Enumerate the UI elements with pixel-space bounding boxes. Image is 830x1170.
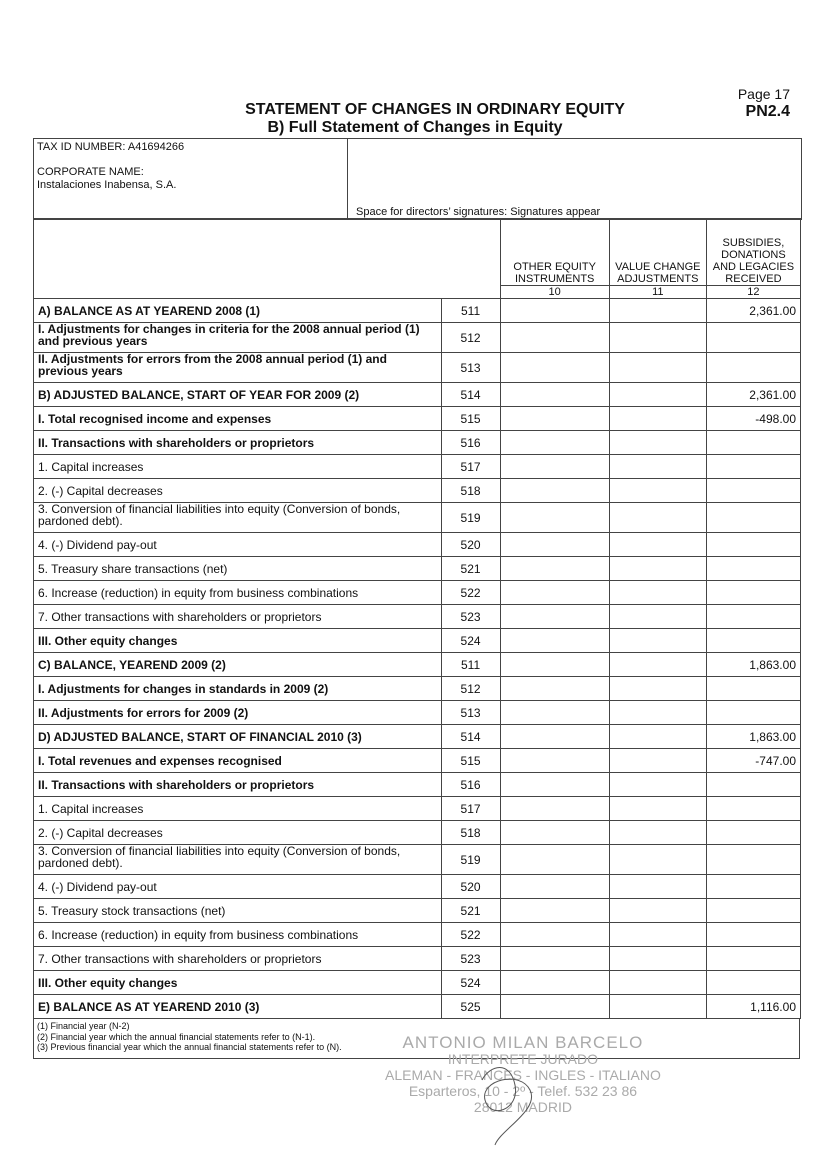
table-row [34, 479, 801, 503]
cell-value-change [609, 479, 706, 503]
table-row [34, 353, 801, 383]
row-code: 519 [441, 845, 500, 875]
row-label: E) BALANCE AS AT YEAREND 2010 (3) [34, 995, 442, 1019]
row-code: 516 [441, 773, 500, 797]
cell-other-equity [500, 971, 609, 995]
cell-subsidies [706, 821, 800, 845]
table-row [34, 947, 801, 971]
table-row [34, 899, 801, 923]
cell-value-change [609, 845, 706, 875]
cell-value-change [609, 899, 706, 923]
cell-other-equity [500, 701, 609, 725]
cell-other-equity [500, 455, 609, 479]
cell-subsidies [706, 629, 800, 653]
cell-value-change [609, 677, 706, 701]
form-code: PN2.4 [745, 103, 790, 120]
corporate-name: Instalaciones Inabensa, S.A. [37, 179, 177, 191]
footnote: (3) Previous financial year which the annual financial statements refer to (N). [37, 1042, 342, 1052]
cell-other-equity [500, 383, 609, 407]
cell-subsidies [706, 773, 800, 797]
row-label: I. Total recognised income and expenses [34, 407, 442, 431]
row-label: III. Other equity changes [34, 629, 442, 653]
cell-subsidies: 1,116.00 [706, 995, 800, 1019]
cell-value-change [609, 299, 706, 323]
cell-subsidies [706, 455, 800, 479]
cell-value-change [609, 605, 706, 629]
cell-subsidies [706, 701, 800, 725]
row-code: 520 [441, 875, 500, 899]
cell-subsidies [706, 875, 800, 899]
cell-value-change [609, 875, 706, 899]
row-label: C) BALANCE, YEAREND 2009 (2) [34, 653, 442, 677]
row-code: 520 [441, 533, 500, 557]
row-code: 512 [441, 323, 500, 353]
row-label: II. Adjustments for errors from the 2008 annual period (1) and previous years [34, 353, 442, 383]
row-code: 517 [441, 797, 500, 821]
cell-subsidies: 2,361.00 [706, 383, 800, 407]
cell-value-change [609, 947, 706, 971]
cell-other-equity [500, 431, 609, 455]
row-label: 3. Conversion of financial liabilities into equity (Conversion of bonds, pardoned debt). [34, 503, 442, 533]
cell-subsidies [706, 533, 800, 557]
row-code: 521 [441, 899, 500, 923]
cell-other-equity [500, 899, 609, 923]
signature-scribble-icon [470, 1060, 550, 1150]
row-label: 7. Other transactions with shareholders or proprietors [34, 605, 442, 629]
cell-value-change [609, 455, 706, 479]
cell-subsidies: 1,863.00 [706, 725, 800, 749]
table-row [34, 383, 801, 407]
table-row [34, 533, 801, 557]
cell-value-change [609, 323, 706, 353]
row-code: 524 [441, 629, 500, 653]
cell-subsidies [706, 431, 800, 455]
cell-subsidies: 2,361.00 [706, 299, 800, 323]
row-label: 2. (-) Capital decreases [34, 479, 442, 503]
row-code: 514 [441, 725, 500, 749]
table-row [34, 971, 801, 995]
cell-other-equity [500, 323, 609, 353]
table-row [34, 557, 801, 581]
tax-id: TAX ID NUMBER: A41694266 [37, 141, 185, 153]
row-code: 511 [441, 653, 500, 677]
cell-other-equity [500, 407, 609, 431]
row-label: II. Adjustments for errors for 2009 (2) [34, 701, 442, 725]
row-code: 517 [441, 455, 500, 479]
row-code: 524 [441, 971, 500, 995]
cell-subsidies [706, 605, 800, 629]
column-header: VALUE CHANGE ADJUSTMENTS [609, 219, 706, 286]
cell-other-equity [500, 503, 609, 533]
cell-other-equity [500, 749, 609, 773]
stamp-line: Esparteros, 10 - 2º - Telef. 532 23 86 [408, 1083, 638, 1099]
table-row [34, 749, 801, 773]
table-row [34, 773, 801, 797]
row-label: 1. Capital increases [34, 455, 442, 479]
table-row [34, 503, 801, 533]
row-code: 522 [441, 923, 500, 947]
row-label: 1. Capital increases [34, 797, 442, 821]
row-code: 518 [441, 479, 500, 503]
cell-subsidies [706, 323, 800, 353]
table-row [34, 653, 801, 677]
cell-subsidies [706, 479, 800, 503]
row-label: B) ADJUSTED BALANCE, START OF YEAR FOR 2009 (2) [34, 383, 442, 407]
row-code: 512 [441, 677, 500, 701]
row-code: 516 [441, 431, 500, 455]
table-row [34, 677, 801, 701]
row-label: 3. Conversion of financial liabilities into equity (Conversion of bonds, pardoned debt). [34, 845, 442, 875]
table-row [34, 725, 801, 749]
cell-subsidies [706, 971, 800, 995]
row-code: 525 [441, 995, 500, 1019]
cell-subsidies [706, 947, 800, 971]
cell-other-equity [500, 821, 609, 845]
cell-other-equity [500, 353, 609, 383]
table-row [34, 701, 801, 725]
stamp-line: INTERPRETE JURADO [447, 1051, 599, 1067]
row-code: 515 [441, 407, 500, 431]
cell-other-equity [500, 677, 609, 701]
cell-other-equity [500, 299, 609, 323]
cell-other-equity [500, 923, 609, 947]
row-code: 518 [441, 821, 500, 845]
row-label: I. Adjustments for changes in criteria for the 2008 annual period (1) and previous years [34, 323, 442, 353]
column-number: 12 [706, 286, 800, 299]
cell-other-equity [500, 845, 609, 875]
row-code: 515 [441, 749, 500, 773]
column-header: OTHER EQUITY INSTRUMENTS [500, 219, 609, 286]
row-label: 4. (-) Dividend pay-out [34, 875, 442, 899]
row-code: 519 [441, 503, 500, 533]
row-label: II. Transactions with shareholders or proprietors [34, 431, 442, 455]
cell-value-change [609, 821, 706, 845]
cell-value-change [609, 923, 706, 947]
cell-value-change [609, 701, 706, 725]
row-label: 5. Treasury stock transactions (net) [34, 899, 442, 923]
cell-value-change [609, 407, 706, 431]
column-header: SUBSIDIES, DONATIONS AND LEGACIES RECEIVED [706, 219, 800, 286]
cell-other-equity [500, 725, 609, 749]
row-label: III. Other equity changes [34, 971, 442, 995]
row-label: A) BALANCE AS AT YEAREND 2008 (1) [34, 299, 442, 323]
row-label: 6. Increase (reduction) in equity from business combinations [34, 581, 442, 605]
row-label: II. Transactions with shareholders or proprietors [34, 773, 442, 797]
row-code: 511 [441, 299, 500, 323]
cell-other-equity [500, 797, 609, 821]
company-info-box [33, 138, 802, 220]
row-label: 4. (-) Dividend pay-out [34, 533, 442, 557]
stamp-line: 28012 MADRID [473, 1099, 572, 1115]
row-code: 521 [441, 557, 500, 581]
cell-other-equity [500, 581, 609, 605]
cell-other-equity [500, 875, 609, 899]
cell-subsidies [706, 581, 800, 605]
row-label: 2. (-) Capital decreases [34, 821, 442, 845]
cell-subsidies [706, 845, 800, 875]
table-row [34, 821, 801, 845]
cell-subsidies: -747.00 [706, 749, 800, 773]
footnote: (1) Financial year (N-2) [37, 1021, 130, 1031]
cell-subsidies [706, 677, 800, 701]
cell-value-change [609, 773, 706, 797]
stamp-line: ALEMAN - FRANCES - INGLES - ITALIANO [385, 1067, 661, 1083]
row-label: I. Adjustments for changes in standards in 2009 (2) [34, 677, 442, 701]
cell-other-equity [500, 479, 609, 503]
cell-value-change [609, 557, 706, 581]
cell-other-equity [500, 653, 609, 677]
table-row [34, 845, 801, 875]
column-number: 10 [500, 286, 609, 299]
cell-value-change [609, 353, 706, 383]
cell-other-equity [500, 995, 609, 1019]
cell-value-change [609, 431, 706, 455]
stamp-line: ANTONIO MILAN BARCELO [402, 1033, 644, 1052]
table-row [34, 995, 801, 1019]
row-code: 513 [441, 701, 500, 725]
signatures-note: Space for directors’ signatures: Signatures appear [356, 206, 601, 218]
table-row [34, 875, 801, 899]
table-row [34, 407, 801, 431]
cell-subsidies [706, 899, 800, 923]
row-label: 7. Other transactions with shareholders or proprietors [34, 947, 442, 971]
cell-subsidies [706, 503, 800, 533]
cell-subsidies [706, 353, 800, 383]
table-row [34, 455, 801, 479]
table-row [34, 605, 801, 629]
cell-subsidies [706, 923, 800, 947]
cell-value-change [609, 725, 706, 749]
table-row [34, 323, 801, 353]
column-header-row [34, 219, 801, 286]
document-title: STATEMENT OF CHANGES IN ORDINARY EQUITY [245, 101, 625, 118]
cell-other-equity [500, 947, 609, 971]
table-row [34, 923, 801, 947]
cell-subsidies [706, 797, 800, 821]
table-row [34, 581, 801, 605]
row-label: 5. Treasury share transactions (net) [34, 557, 442, 581]
cell-value-change [609, 629, 706, 653]
equity-table [33, 218, 801, 1019]
cell-other-equity [500, 533, 609, 557]
column-number: 11 [609, 286, 706, 299]
cell-other-equity [500, 557, 609, 581]
row-code: 523 [441, 947, 500, 971]
row-label: 6. Increase (reduction) in equity from business combinations [34, 923, 442, 947]
row-code: 513 [441, 353, 500, 383]
row-code: 523 [441, 605, 500, 629]
cell-value-change [609, 581, 706, 605]
row-code: 514 [441, 383, 500, 407]
cell-other-equity [500, 773, 609, 797]
row-code: 522 [441, 581, 500, 605]
page-number: Page 17 [737, 86, 790, 102]
table-row [34, 629, 801, 653]
cell-value-change [609, 797, 706, 821]
footnote: (2) Financial year which the annual financial statements refer to (N-1). [37, 1031, 316, 1042]
document-subtitle: B) Full Statement of Changes in Equity [267, 119, 563, 136]
table-row [34, 299, 801, 323]
cell-value-change [609, 503, 706, 533]
cell-subsidies: 1,863.00 [706, 653, 800, 677]
row-label: I. Total revenues and expenses recognised [34, 749, 442, 773]
cell-value-change [609, 749, 706, 773]
cell-value-change [609, 653, 706, 677]
cell-value-change [609, 533, 706, 557]
cell-subsidies: -498.00 [706, 407, 800, 431]
cell-value-change [609, 995, 706, 1019]
table-row [34, 431, 801, 455]
cell-value-change [609, 383, 706, 407]
table-row [34, 797, 801, 821]
corporate-name-label: CORPORATE NAME: [37, 166, 144, 178]
cell-subsidies [706, 557, 800, 581]
row-label: D) ADJUSTED BALANCE, START OF FINANCIAL 2010 (3) [34, 725, 442, 749]
cell-value-change [609, 971, 706, 995]
cell-other-equity [500, 629, 609, 653]
cell-other-equity [500, 605, 609, 629]
